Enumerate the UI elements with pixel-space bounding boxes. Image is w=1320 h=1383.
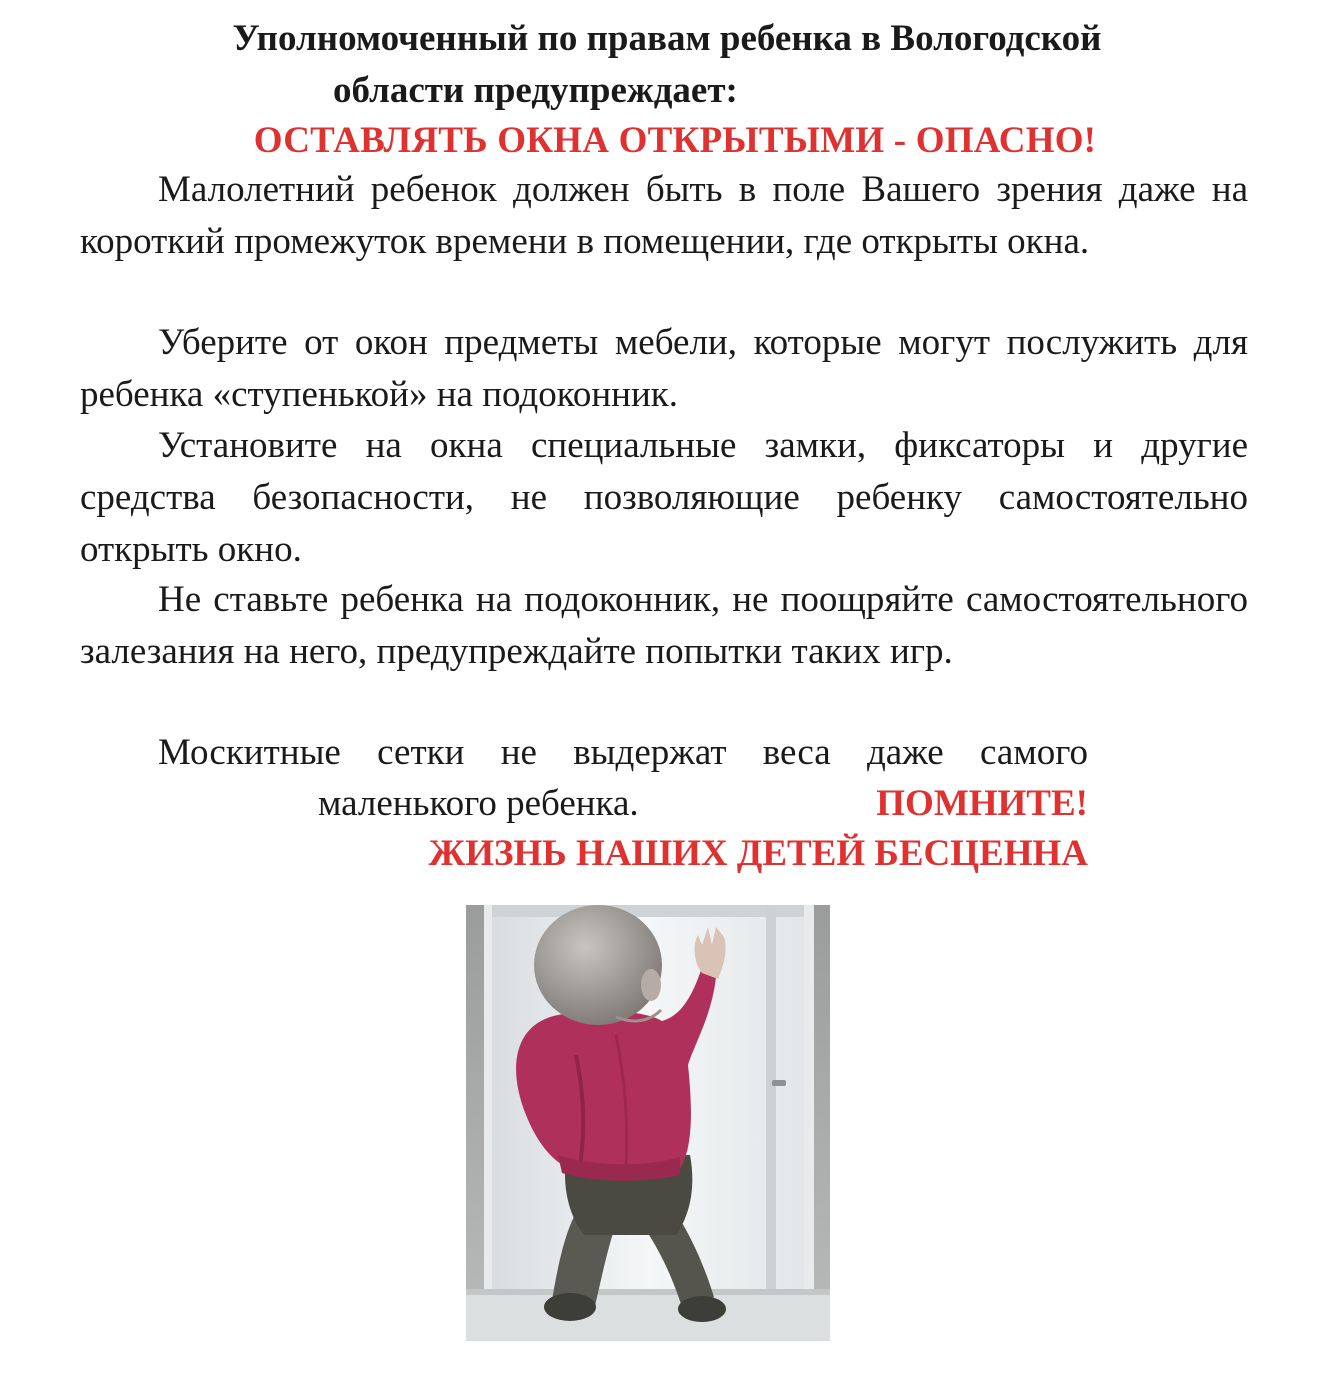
page-title-line-1: Уполномоченный по правам ребенка в Вологодской bbox=[232, 18, 1102, 59]
paragraph-1-text: Малолетний ребенок должен быть в поле Вашего зрения даже на короткий промежуток времени в помещении, где открыты окна. bbox=[80, 169, 1248, 262]
child-at-window-photo bbox=[466, 905, 830, 1341]
paragraph-4-text: Не ставьте ребенка на подоконник, не поощряйте самостоятельного залезания на него, предупреждайте попытки таких игр. bbox=[80, 579, 1248, 672]
paragraph-2-text: Уберите от окон предметы мебели, которые могут послужить для ребенка «ступенькой» на подоконник. bbox=[80, 322, 1248, 415]
remember-emphasis: ПОМНИТЕ! bbox=[876, 783, 1088, 824]
page-title-line-2: области предупреждает: bbox=[333, 70, 738, 111]
paragraph-3-text: Установите на окна специальные замки, фиксаторы и другие средства безопасности, не позволяющие ребенку самостоятельно открыть окно. bbox=[80, 425, 1248, 570]
paragraph-2 bbox=[80, 317, 1248, 421]
closing-line-2 bbox=[318, 778, 1088, 830]
paragraph-1 bbox=[80, 164, 1248, 268]
closing-line-1: Москитные сетки не выдержат веса даже самого bbox=[158, 732, 1088, 773]
closing-line-2-text: маленького ребенка. bbox=[318, 783, 639, 824]
warning-headline: ОСТАВЛЯТЬ ОКНА ОТКРЫТЫМИ - ОПАСНО! bbox=[253, 120, 1097, 161]
closing-slogan: ЖИЗНЬ НАШИХ ДЕТЕЙ БЕСЦЕННА bbox=[428, 833, 1088, 874]
paragraph-4 bbox=[80, 574, 1248, 678]
paragraph-3 bbox=[80, 420, 1248, 576]
